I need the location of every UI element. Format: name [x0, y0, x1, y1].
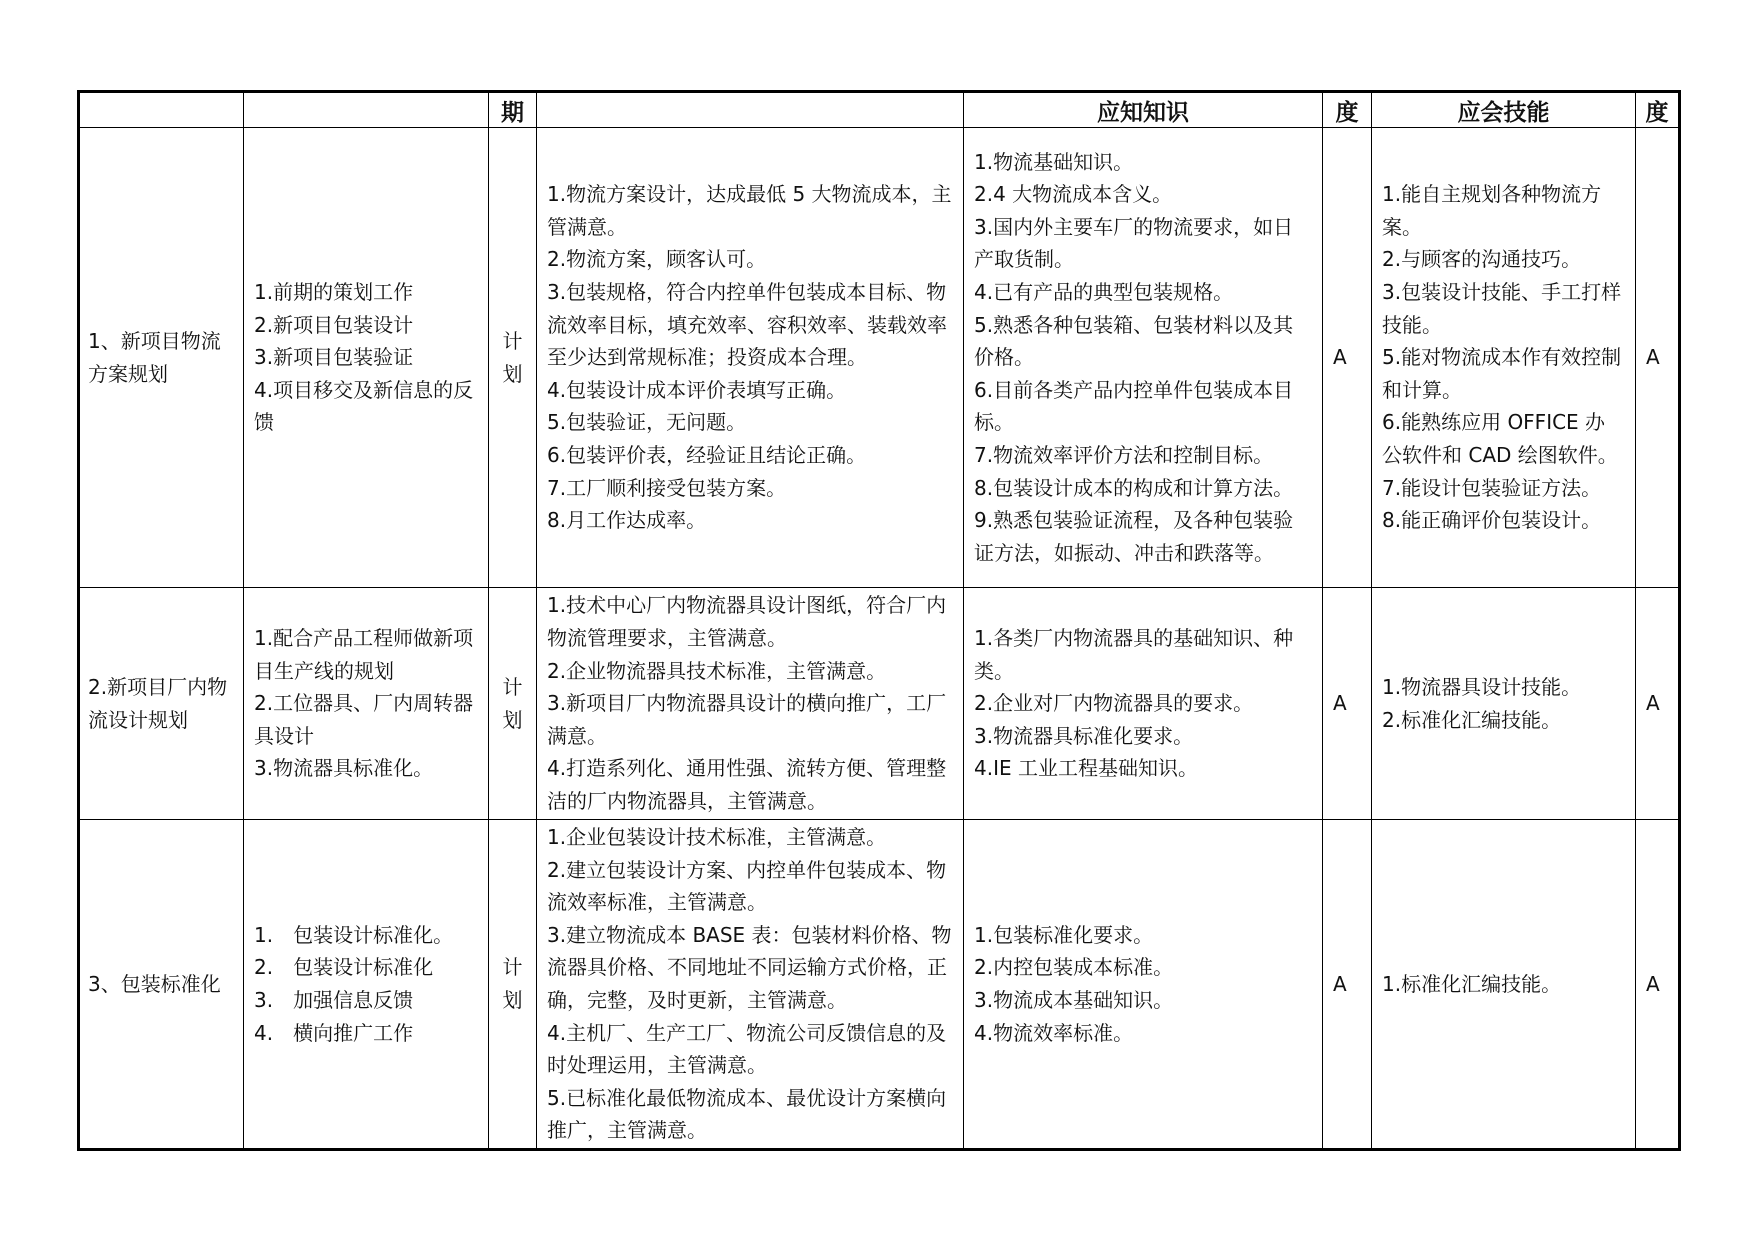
header-standards: [537, 92, 964, 128]
standard-item: 3.新项目厂内物流器具设计的横向推广，工厂满意。: [547, 691, 947, 748]
knowledge-item: 4.IE 工业工程基础知识。: [974, 756, 1198, 781]
header-skills: 应会技能: [1372, 92, 1636, 128]
standard-item: 1.技术中心厂内物流器具设计图纸，符合厂内物流管理要求，主管满意。: [547, 593, 947, 651]
skills-degree-cell: A: [1636, 128, 1680, 588]
knowledge-item: 9.熟悉包装验证流程，及各种包装验证方法，如振动、冲击和跌落等。: [974, 508, 1294, 565]
task-cell: 2.新项目厂内物流设计规划: [79, 588, 244, 820]
knowledge-item: 2.内控包装成本标准。: [974, 955, 1174, 980]
knowledge-degree-cell: A: [1323, 820, 1372, 1150]
standard-item: 2.物流方案，顾客认可。: [547, 247, 767, 272]
subtask-item: 4.项目移交及新信息的反馈: [254, 377, 474, 435]
skills-degree-cell: A: [1636, 820, 1680, 1150]
skill-item: 1.物流器具设计技能。: [1382, 674, 1582, 699]
table-row: [79, 820, 1680, 1150]
skill-item: 8.能正确评价包装设计。: [1382, 508, 1602, 533]
standard-item: 3.建立物流成本 BASE 表：包装材料价格、物流器具价格、不同地址不同运输方式价格，正确，完整，及时更新，主管满意。: [547, 922, 952, 1012]
skill-item: 7.能设计包装验证方法。: [1382, 475, 1602, 500]
knowledge-cell: [964, 128, 1323, 588]
skills-cell: [1372, 820, 1636, 1150]
standard-item: 4.主机厂、生产工厂、物流公司反馈信息的及时处理运用，主管满意。: [547, 1020, 947, 1078]
subtasks-cell: [244, 588, 489, 820]
knowledge-item: 1.各类厂内物流器具的基础知识、种类。: [974, 626, 1294, 683]
knowledge-cell: [964, 588, 1323, 820]
knowledge-degree-cell: A: [1323, 588, 1372, 820]
standard-item: 8.月工作达成率。: [547, 508, 707, 533]
standards-cell: [537, 588, 964, 820]
subtask-item: 2. 包装设计标准化: [254, 955, 434, 980]
knowledge-item: 7.物流效率评价方法和控制目标。: [974, 442, 1274, 467]
skills-degree-cell: A: [1636, 588, 1680, 820]
knowledge-item: 8.包装设计成本的构成和计算方法。: [974, 475, 1294, 500]
skill-item: 1.标准化汇编技能。: [1382, 971, 1562, 996]
knowledge-item: 1.物流基础知识。: [974, 149, 1134, 174]
standard-item: 6.包装评价表，经验证且结论正确。: [547, 442, 867, 467]
phase-cell: 计划: [489, 588, 537, 820]
task-cell: 3、包装标准化: [79, 820, 244, 1150]
skill-item: 2.标准化汇编技能。: [1382, 707, 1562, 732]
skill-item: 1.能自主规划各种物流方案。: [1382, 182, 1602, 239]
competency-table: [77, 90, 1681, 1151]
standard-item: 2.建立包装设计方案、内控单件包装成本、物流效率标准，主管满意。: [547, 857, 947, 915]
header-skills-degree: 度: [1636, 92, 1680, 128]
skill-item: 6.能熟练应用 OFFICE 办公软件和 CAD 绘图软件。: [1382, 410, 1618, 467]
subtask-item: 2.新项目包装设计: [254, 312, 414, 337]
standard-item: 1.物流方案设计，达成最低 5 大物流成本，主管满意。: [547, 182, 952, 239]
subtask-item: 1.前期的策划工作: [254, 280, 414, 305]
knowledge-item: 6.目前各类产品内控单件包装成本目标。: [974, 377, 1294, 435]
table-row: [79, 128, 1680, 588]
skill-item: 5.能对物流成本作有效控制和计算。: [1382, 345, 1622, 402]
standards-cell: [537, 820, 964, 1150]
header-task: [79, 92, 244, 128]
skill-item: 3.包装设计技能、手工打样技能。: [1382, 280, 1622, 337]
header-row: [79, 92, 1680, 128]
standard-item: 3.包装规格，符合内控单件包装成本目标、物流效率目标，填充效率、容积效率、装载效率至少达到常规标准；投资成本合理。: [547, 280, 947, 370]
subtask-item: 3.物流器具标准化。: [254, 756, 434, 781]
knowledge-item: 3.物流成本基础知识。: [974, 988, 1174, 1012]
standard-item: 5.已标准化最低物流成本、最优设计方案横向推广，主管满意。: [547, 1085, 947, 1143]
subtask-item: 1.配合产品工程师做新项目生产线的规划: [254, 626, 474, 683]
header-subtasks: [244, 92, 489, 128]
standards-cell: [537, 128, 964, 588]
subtask-item: 3. 加强信息反馈: [254, 988, 414, 1012]
standard-item: 4.打造系列化、通用性强、流转方便、管理整洁的厂内物流器具，主管满意。: [547, 756, 947, 813]
phase-cell: 计划: [489, 820, 537, 1150]
knowledge-cell: [964, 820, 1323, 1150]
header-phase: 期: [489, 92, 537, 128]
subtask-item: 1. 包装设计标准化。: [254, 922, 454, 947]
subtasks-cell: [244, 820, 489, 1150]
knowledge-item: 2.4 大物流成本含义。: [974, 182, 1173, 207]
phase-cell: 计划: [489, 128, 537, 588]
standard-item: 5.包装验证，无问题。: [547, 410, 747, 435]
knowledge-item: 4.已有产品的典型包装规格。: [974, 280, 1234, 305]
standard-item: 7.工厂顺利接受包装方案。: [547, 475, 787, 500]
knowledge-item: 3.国内外主要车厂的物流要求，如日产取货制。: [974, 214, 1294, 272]
standard-item: 4.包装设计成本评价表填写正确。: [547, 377, 847, 402]
knowledge-item: 5.熟悉各种包装箱、包装材料以及其价格。: [974, 312, 1294, 370]
knowledge-item: 1.包装标准化要求。: [974, 922, 1154, 947]
subtask-item: 4. 横向推广工作: [254, 1020, 414, 1045]
knowledge-item: 4.物流效率标准。: [974, 1020, 1134, 1045]
header-knowledge-degree: 度: [1323, 92, 1372, 128]
knowledge-degree-cell: A: [1323, 128, 1372, 588]
knowledge-item: 3.物流器具标准化要求。: [974, 723, 1194, 748]
subtasks-cell: [244, 128, 489, 588]
subtask-item: 2.工位器具、厂内周转器具设计: [254, 691, 474, 748]
table-row: [79, 588, 1680, 820]
skill-item: 2.与顾客的沟通技巧。: [1382, 247, 1582, 272]
standard-item: 1.企业包装设计技术标准，主管满意。: [547, 825, 887, 850]
skills-cell: [1372, 588, 1636, 820]
subtask-item: 3.新项目包装验证: [254, 345, 414, 370]
standard-item: 2.企业物流器具技术标准，主管满意。: [547, 658, 887, 683]
knowledge-item: 2.企业对厂内物流器具的要求。: [974, 691, 1254, 716]
header-knowledge: 应知知识: [964, 92, 1323, 128]
skills-cell: [1372, 128, 1636, 588]
task-cell: 1、新项目物流方案规划: [79, 128, 244, 588]
